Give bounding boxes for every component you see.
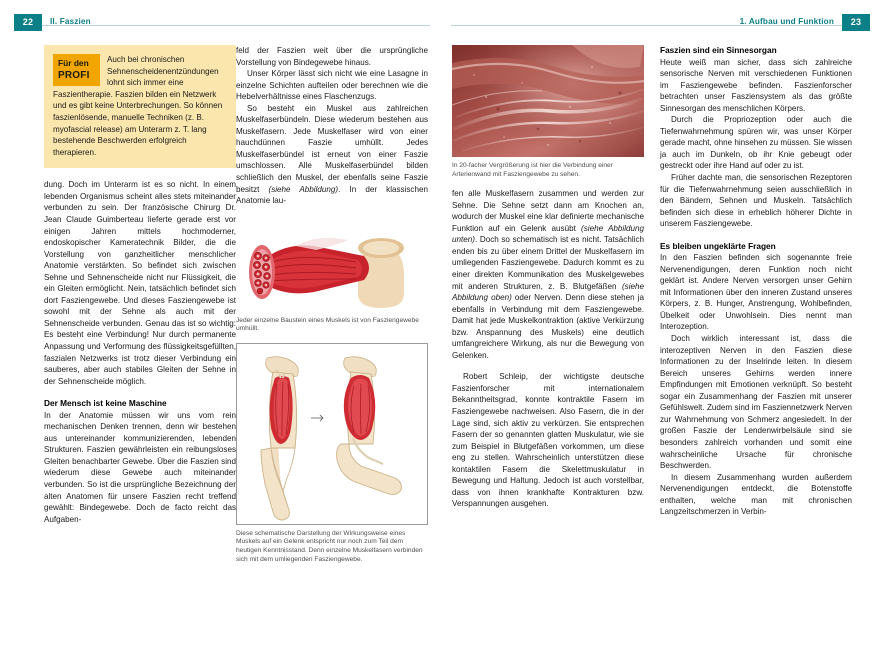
paragraph: dung. Doch im Unterarm ist es so nicht. In einem lebenden Organismus scheint alles stets miteinander verbunden zu sein. Der französische Chirurg Dr. Jean Claude Guimberteau lieferte gerade erst vor einigen Jahren mittels hochmoderner, endoskopischer Kameratechnik Bilder, die die Vorstellung von ganzheitlicher menschlicher Anatomie verstärkten. So befindet sich zwischen Sehne und Sehnenscheide nicht nur Flüssigkeit, die ein Gleiten ermöglicht. Nein, tatsächlich befindet sich dort Fasziengewebe. Und dieses Fasziengewebe ist sowohl mit der Sehne als auch mit der Sehnenscheide verbunden. Genau das ist so wichtig: Es besteht eine Verbindung! Nur durch permanente Anpassung und Verformung des flüssigkeitsgefüllten, faszialen Netzwerks ist trotz dieser Verbindung ein sauberes, aber auch stabiles Gleiten der Sehne in der Sehnenscheide möglich. <box>44 180 236 386</box>
paragraph: Heute weiß man sicher, dass sich zahlreiche sensorische Nerven mit verschiedenen Funktionen im Fasziengewebe befinden. Faszienforscher betrachten unser Fasziensystem als das größte Sinnesorgan des menschlichen Körpers. <box>660 57 852 113</box>
text-column-2 <box>236 45 428 564</box>
profi-box-text: Auch bei chronischen Sehnenscheidenentzündungen lohnt sich immer eine Faszientherapie. Faszien bilden ein Netzwerk und es gibt keine Unterbrechungen. So können faszienlösende, manuelle Techniken (z. B. myofascial release) am Unterarm z. T. lang bestehende Beschwerden erfolgreich therapieren. <box>53 55 223 157</box>
page-number-right: 23 <box>842 14 870 31</box>
cross-reference-italic: (siehe Abbildung unten) <box>452 223 644 245</box>
figure-artery-fascia-photo <box>452 45 644 179</box>
paragraph: Früher dachte man, die sensorischen Rezeptoren für die Tiefenwahrnehmung seien ausschließlich in den Bändern, Sehnen und Muskeln. Tatsächlich befinden sich diese in erheblich höherer Dichte in unserem Fasziengewebe. <box>660 172 852 229</box>
muscle-illustration-svg <box>236 216 428 312</box>
schematic-illustration-svg <box>237 344 427 524</box>
chapter-title-right: 1. Aufbau und Funktion <box>739 17 834 26</box>
paragraph <box>452 188 644 361</box>
microscope-photo-svg <box>452 45 644 157</box>
paragraph: Durch die Propriozeption oder auch die Tiefenwahrnehmung spüren wir, was unser Körper gerade macht, ohne hinsehen zu müssen. Sie wissen ja auch im Dunkeln, ob ihr Knie gebeugt oder gestreckt oder ihre Hand auf oder zu ist. <box>660 115 852 171</box>
paragraph-text-part: . In der klassischen Anatomie lau- <box>236 184 428 206</box>
subheading-es-bleiben-ungeklaerte-fragen: Es bleiben ungeklärte Fragen <box>660 240 776 251</box>
text-column-1 <box>44 45 236 525</box>
text-column-3 <box>452 45 644 510</box>
figure-muscle-fiber-bundle <box>236 216 428 334</box>
paragraph: In diesem Zusammenhang wurden außerdem Nervenendigungen entdeckt, die Botenstoffe enthalten, welche man mit chronischen Langzeitschmerzen in Verbin- <box>660 472 852 517</box>
muscle-fiber-bundle-illustration <box>236 216 428 312</box>
chapter-title-left: II. Faszien <box>50 17 91 26</box>
subheading-der-mensch-ist-keine-maschine: Der Mensch ist keine Maschine <box>44 398 167 409</box>
profi-badge-line1: Für den <box>58 58 89 68</box>
figure-caption-schematic: Diese schematische Darstellung der Wirkungsweise eines Muskels auf ein Gelenk entspricht nur noch zum Teil dem heutigen Kenntnisstand. Denn einzelne Muskelfasern verbinden sich mit dem umliegenden Fasziengewebe. <box>236 529 423 563</box>
profi-badge-line2: PROFI <box>58 69 90 81</box>
paragraph-text-part: So besteht ein Muskel aus zahlreichen Muskelfaserbündeln. Diese wiederum bestehen aus Muskelfasern. Jede Muskelfaser wird von einer hauchdünnen Faszie umhüllt. Jedes Muskelfaserbündel ist erneut von einer Faszie umschlossen. Alle Muskelfaserbündel bilden schließlich den Muskel, der ebenfalls seine Faszie besitzt <box>236 103 428 194</box>
paragraph: feld der Faszien weit über die ursprüngliche Vorstellung von Bindegewebe hinaus. <box>236 46 428 67</box>
page-number-left: 22 <box>14 14 42 31</box>
paragraph-text-part: oder Nerven. Denn diese stehen ja ebenfalls in Verbindung mit dem Fasziengewebe. Damit hat jede Muskelkontraktion (aktive Verkürzung bzw. Anspannung des Muskels) eine deutlich umfangreichere Wirkung, als nur die Bewegung von Gelenken. <box>452 293 644 360</box>
artery-fascia-microscope-photo <box>452 45 644 157</box>
paragraph: Unser Körper lässt sich nicht wie eine Lasagne in einzelne Schichten aufteilen oder berechnen wie die Hebelverhältnisse eines Flaschenzugs. <box>236 69 428 102</box>
paragraph-text-part: . Doch so schematisch ist es nicht. Tatsächlich enden bis zu über einem Drittel der Muskelfasern im umliegenden Fasziengewebe. Dadurch kommt es zu einer direkten Kommunikation des Muskelgewebes mit anderen Strukturen, z. B. Blutgefäßen <box>452 235 644 291</box>
header-rule-left <box>40 25 430 26</box>
fuer-den-profi-callout-box <box>44 45 236 168</box>
paragraph-text-part: fen alle Muskelfasern zusammen und werden zur Sehne. Die Sehne setzt dann am Knochen an, wodurch der Muskel eine klar definierte mechanische Funktion auf ein Gelenk ausübt <box>452 189 644 233</box>
figure-caption-photo: In 20-facher Vergrößerung ist hier die Verbindung einer Arterienwand mit Fasziengewebe zu sehen. <box>452 162 613 178</box>
running-head <box>0 14 884 36</box>
subheading-faszien-sind-ein-sinnesorgan: Faszien sind ein Sinnesorgan <box>660 45 777 55</box>
figure-caption-muscle: Jeder einzelne Baustein eines Muskels ist von Fasziengewebe umhüllt. <box>236 316 419 333</box>
paragraph: In der Anatomie müssen wir uns vom rein mechanischen Denken trennen, denn wir bestehen aus untereinander kommunizierenden, lebenden Strukturen. Faszien gewährleisten ein reibungsloses Gleiten benachbarter Gewebe. Über die Faszien sind wiederum diese Gewebe auch miteinander verbunden. So ist die ursprüngliche Bezeichnung der alten Anatomen für unsere Faszien recht treffend gewählt: Bindegewebe. Doch de facto reicht das Aufgaben- <box>44 410 236 524</box>
profi-badge <box>53 54 100 86</box>
paragraph: Robert Schleip, der wichtigste deutsche Faszienforscher mit internationalem Bekanntheitsgrad, konnte kontraktile Fasern im Fasziengewebe nachweisen. Also Fasern, die in der Lage sind, sich aktiv zu verkürzen. Sie entsprechen Fasern der so genannten glatten Muskulatur, wie sie zum Beispiel in Blutgefäßen vorkommen, um diese eng zu stellen. Wahrscheinlich unterstützen diese kontaktilen Fasern die Skelettmuskulatur in Bewegung und Haltung. Jedoch ist auch vorstellbar, dass von ihnen krankhafte Kontrakturen bzw. Verspannungen ausgehen. <box>452 372 644 509</box>
paragraph <box>236 103 428 207</box>
cross-reference-italic: (siehe Abbildung) <box>268 184 339 194</box>
paragraph: Doch wirklich interessant ist, dass die interozeptiven Nerven in den Faszien diese Informationen zu der Inselrinde leiten. In diesem Bereich unseres Gehirns werden innere Empfindungen mit Emotionen verknüpft. So besteht sogar ein Zusammenhang der Faszien mit unserer Gefühlswelt. Zudem sind im Fasziennetzwerk Nerven zur Wahrnehmung von Schmerz angesiedelt. In der großen Faszie der Lendenwirbelsäule sind sie besonders zahlreich vorhanden und somit eine wahrscheinliche Ursache für chronische Beschwerden. <box>660 334 852 471</box>
text-column-4 <box>660 45 852 518</box>
figure-muscle-joint-schematic <box>236 343 428 564</box>
cross-reference-italic: (siehe Abbildung oben) <box>452 281 644 303</box>
muscle-joint-schematic-illustration <box>236 343 428 525</box>
paragraph: In den Faszien befinden sich sogenannte freie Nervenendigungen, deren Funktion noch nicht geklärt ist. Andere Nerven versorgen unser Gehirn mit Informationen über den inneren Zustand unseres Körpers, z. B. Hunger, Anstrengung, Wohlbefinden, Übelkeit oder Unwohlsein. Dies nennt man Interozeption. <box>660 253 852 332</box>
